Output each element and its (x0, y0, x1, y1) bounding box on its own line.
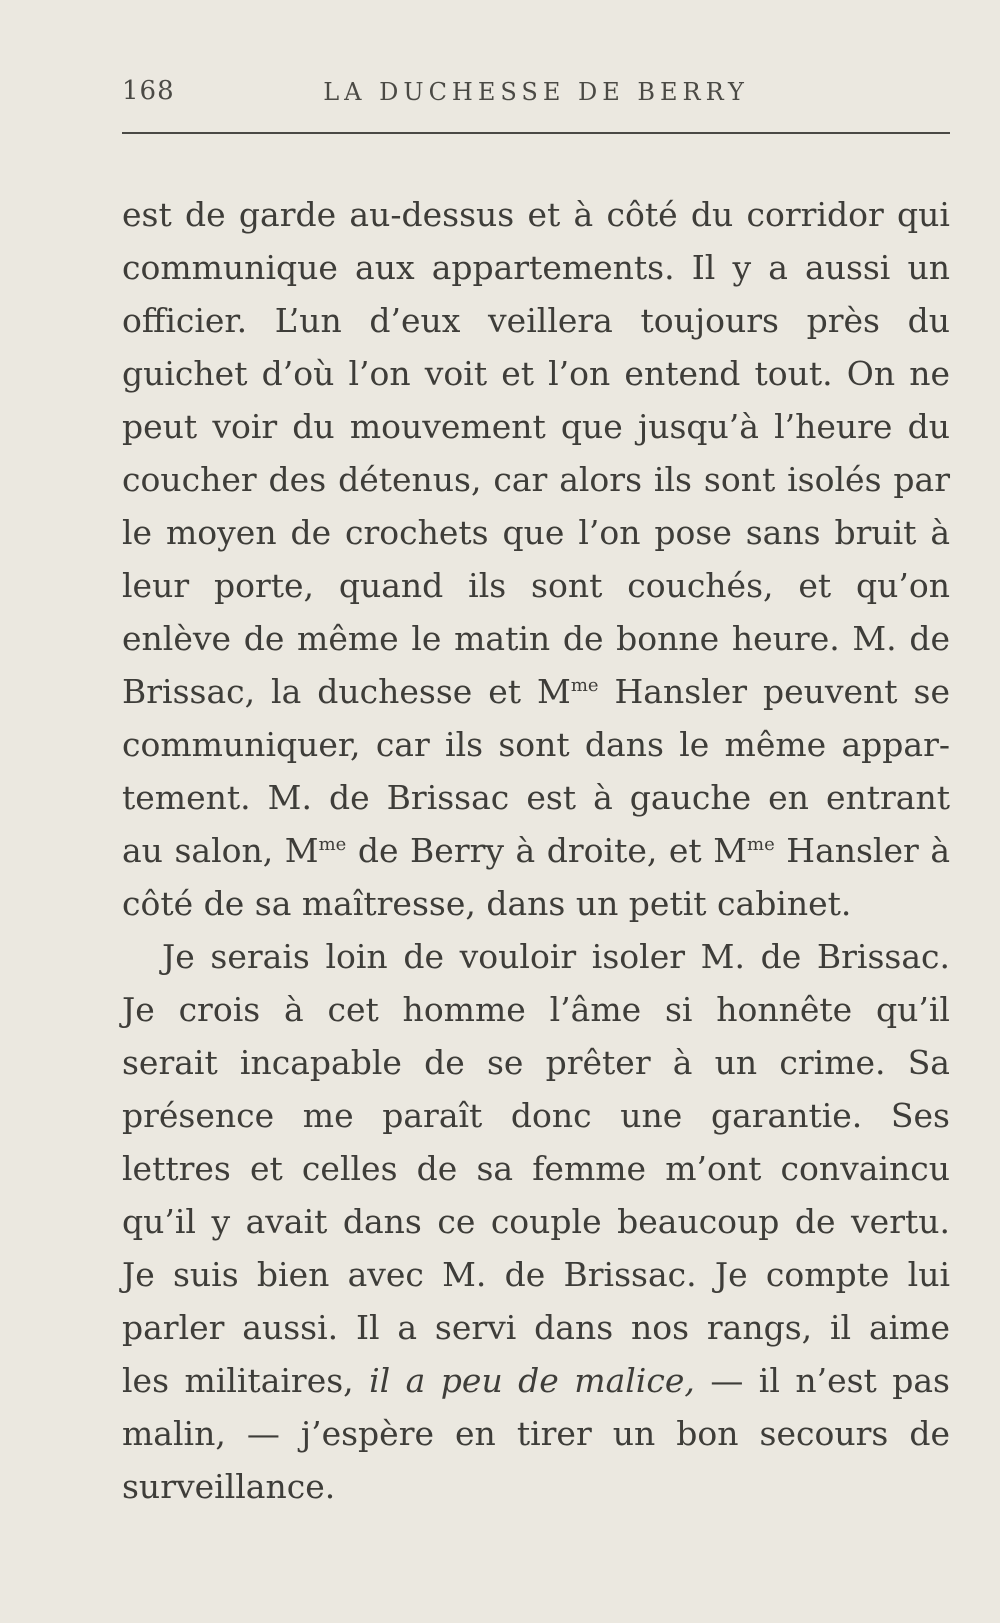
text-line: côté de sa maîtresse, dans un petit cabinet. (122, 884, 852, 923)
superscript: me (570, 675, 599, 696)
text-line: guichet d’où l’on voit et l’on entend tout. On ne (122, 354, 950, 393)
text-line: communique aux appartements. Il y a aussi un (122, 248, 950, 287)
superscript: me (318, 834, 347, 855)
text-line: qu’il y avait dans ce couple beaucoup de vertu. (122, 1202, 950, 1241)
superscript: me (747, 834, 775, 855)
text-line: Je suis bien avec M. de Brissac. Je compte lui (122, 1255, 950, 1294)
text-line: au salon, $M^{me}$ de Berry à droite, et $M^{me}$ Hansler à (122, 831, 950, 870)
italic-text: il a peu de malice, (369, 1361, 695, 1400)
header-rule (122, 132, 950, 134)
text-line: serait incapable de se prêter à un crime. Sa (122, 1043, 950, 1082)
text-line: Brissac, la duchesse et $M^{me}$ Hansler peuvent se (122, 672, 951, 711)
text-line: coucher des détenus, car alors ils sont isolés par (122, 460, 950, 499)
text-line: leur porte, quand ils sont couchés, et qu’on (122, 566, 950, 605)
body-text (122, 188, 950, 1513)
running-title: LA DUCHESSE DE BERRY (323, 78, 749, 106)
text-line: les militaires, il a peu de malice, — il n’est pas (122, 1361, 950, 1400)
text-line: malin, — j’espère en tirer un bon secours de (122, 1414, 950, 1453)
page-header (122, 76, 950, 116)
text-line: enlève de même le matin de bonne heure. M. de (122, 619, 950, 658)
text-line: présence me paraît donc une garantie. Ses (122, 1096, 950, 1135)
text-line: Je crois à cet homme l’âme si honnête qu’il (122, 990, 950, 1029)
text-line: tement. M. de Brissac est à gauche en entrant (122, 778, 950, 817)
text-line: communiquer, car ils sont dans le même appar- (122, 725, 950, 764)
text-line: le moyen de crochets que l’on pose sans bruit à (122, 513, 950, 552)
text-line: lettres et celles de sa femme m’ont convaincu (122, 1149, 950, 1188)
text-line: peut voir du mouvement que jusqu’à l’heure du (122, 407, 950, 446)
text-line: officier. L’un d’eux veillera toujours près du (122, 301, 950, 340)
text-line: surveillance. (122, 1467, 336, 1506)
page-number: 168 (122, 76, 175, 106)
text-line: Je serais loin de vouloir isoler M. de Brissac. (162, 937, 950, 976)
text-line: est de garde au-dessus et à côté du corridor qui (122, 195, 950, 234)
text-line: parler aussi. Il a servi dans nos rangs, il aime (122, 1308, 950, 1347)
